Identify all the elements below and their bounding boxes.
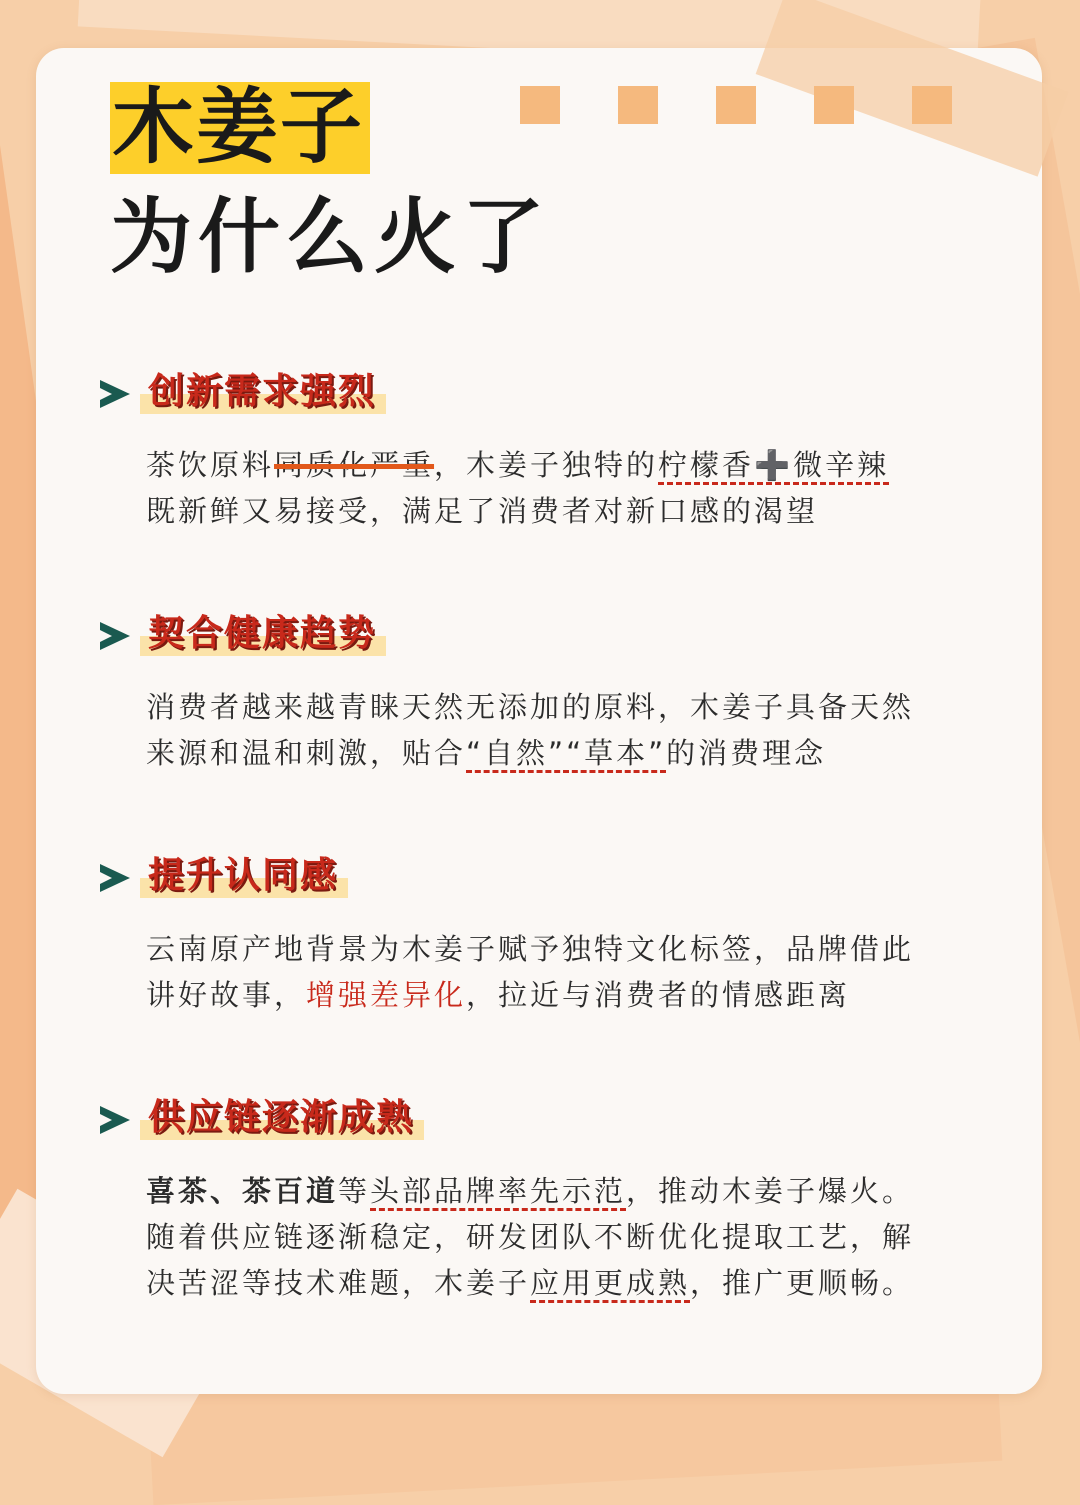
square-decoration bbox=[912, 86, 952, 124]
text: 茶饮原料 bbox=[146, 448, 275, 482]
underlined-text: “自然”“草本” bbox=[466, 736, 666, 773]
square-decorations bbox=[520, 86, 990, 124]
text: ，木姜子独特的 bbox=[434, 448, 659, 482]
section-heading: 提升认同感 bbox=[140, 854, 348, 898]
title-line-2: 为什么火了 bbox=[110, 190, 551, 285]
title-line-1: 木姜子 bbox=[110, 82, 370, 174]
arrow-icon bbox=[100, 622, 130, 650]
section-paragraph bbox=[146, 684, 986, 776]
arrow-icon bbox=[100, 380, 130, 408]
text: ，拉近与消费者的情感距离 bbox=[466, 978, 851, 1012]
arrow-icon bbox=[100, 1106, 130, 1134]
section-heading: 契合健康趋势 bbox=[140, 612, 386, 656]
text: ，推广更顺畅。 bbox=[690, 1266, 915, 1300]
section-paragraph bbox=[146, 442, 986, 534]
section-paragraph bbox=[146, 1168, 986, 1306]
text: 既新鲜又易接受，满足了消费者对新口感的渴望 bbox=[146, 494, 819, 528]
text: 来源和温和刺激，贴合 bbox=[146, 736, 467, 770]
strike-text: 同质化严重 bbox=[274, 448, 435, 482]
text: 等 bbox=[338, 1174, 371, 1208]
text: 消费者越来越青睐天然无添加的原料，木姜子具备天然 bbox=[146, 690, 915, 724]
text: 决苦涩等技术难题，木姜子 bbox=[146, 1266, 531, 1300]
underlined-text: 头部品牌率先示范 bbox=[370, 1174, 626, 1211]
text: 讲好故事， bbox=[146, 978, 307, 1012]
square-decoration bbox=[618, 86, 658, 124]
text: 云南原产地背景为木姜子赋予独特文化标签，品牌借此 bbox=[146, 932, 915, 966]
square-decoration bbox=[716, 86, 756, 124]
section-paragraph bbox=[146, 926, 986, 1018]
section-heading: 供应链逐渐成熟 bbox=[140, 1096, 424, 1140]
text: 随着供应链逐渐稳定，研发团队不断优化提取工艺，解 bbox=[146, 1220, 915, 1254]
red-text: 增强差异化 bbox=[306, 978, 467, 1012]
text: 的消费理念 bbox=[666, 736, 827, 770]
bold-text: 喜茶、茶百道 bbox=[146, 1174, 339, 1208]
underlined-text: 柠檬香➕微辛辣 bbox=[658, 448, 889, 485]
arrow-icon bbox=[100, 864, 130, 892]
square-decoration bbox=[814, 86, 854, 124]
square-decoration bbox=[520, 86, 560, 124]
underlined-text: 应用更成熟 bbox=[530, 1266, 690, 1303]
content-card bbox=[36, 48, 1042, 1394]
section-heading: 创新需求强烈 bbox=[140, 370, 386, 414]
text: ，推动木姜子爆火。 bbox=[626, 1174, 915, 1208]
